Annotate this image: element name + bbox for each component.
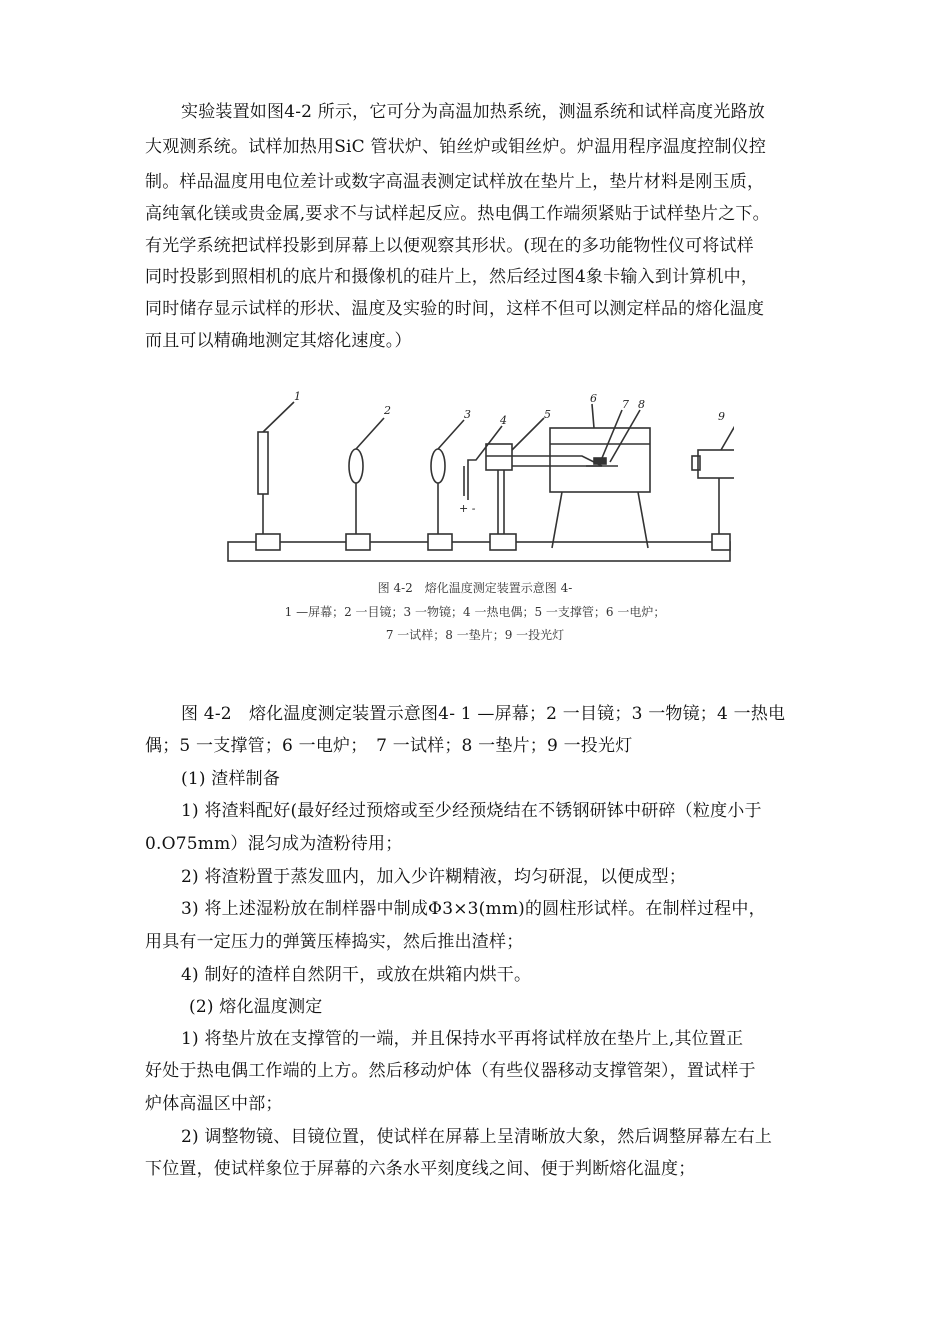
figure-legend-line-2: 7 一试样；8 一垫片；9 一投光灯 — [385, 628, 565, 642]
thermocouple-marks: + - — [459, 502, 476, 515]
body-line-2: 偶；5 一支撑管；6 一电炉； 7 一试样；8 一垫片；9 一投光灯 — [145, 736, 633, 756]
intro-line-8: 而且可以精确地测定其熔化速度。） — [145, 331, 412, 351]
fig-num-7: 7 — [622, 398, 629, 411]
intro-line-3: 制。样品温度用电位差计或数字高温表测定试样放在垫片上，垫片材料是刚玉质， — [145, 172, 765, 192]
base-rail — [228, 542, 730, 561]
fig-num-8: 8 — [638, 398, 645, 411]
fig-num-2: 2 — [384, 404, 391, 417]
thermocouple-shape — [468, 426, 502, 500]
body-line-14: 2) 调整物镜、目镜位置，使试样在屏幕上呈清晰放大象，然后调整屏幕左右上 — [181, 1127, 773, 1147]
body-line-6: 2) 将渣粉置于蒸发皿内，加入少许糊精液，均匀研混，以便成型； — [181, 867, 687, 887]
intro-line-5: 有光学系统把试样投影到屏幕上以便观察其形状。(现在的多功能物性仪可将试样 — [145, 236, 754, 256]
body-line-7: 3) 将上述湿粉放在制样器中制成Φ3×3(mm)的圆柱形试样。在制样过程中， — [181, 899, 766, 919]
intro-line-1: 实验装置如图4-2 所示，它可分为高温加热系统，测温系统和试样高度光路放 — [181, 102, 765, 122]
body-line-5: 0.O75mm）混匀成为渣粉待用； — [145, 834, 403, 854]
support-block — [486, 444, 512, 470]
body-line-11: 1) 将垫片放在支撑管的一端，并且保持水平再将试样放在垫片上,其位置正 — [181, 1029, 744, 1049]
screen-shape — [258, 432, 268, 494]
fig-num-3: 3 — [464, 408, 471, 421]
mount-block-9 — [712, 534, 730, 550]
intro-line-6: 同时投影到照相机的底片和摄像机的硅片上，然后经过图4象卡输入到计算机中， — [145, 267, 759, 287]
mount-block-1 — [256, 534, 280, 550]
figure-legend-line-1: 1 —屏幕；2 一目镜；3 一物镜；4 一热电偶；5 一支撑管；6 一电炉； — [284, 605, 666, 619]
body-line-4: 1) 将渣料配好(最好经过预熔或至少经预烧结在不锈钢研钵中研碎（粒度小于 — [181, 801, 762, 821]
fig-num-5: 5 — [544, 408, 551, 421]
body-line-13: 炉体高温区中部； — [145, 1094, 283, 1114]
mount-block-3 — [428, 534, 452, 550]
body-line-1: 图 4-2 熔化温度测定装置示意图4- 1 —屏幕；2 一目镜；3 一物镜；4 一热电 — [181, 704, 786, 724]
eyepiece-shape — [349, 449, 363, 483]
objective-shape — [431, 449, 445, 483]
fig-num-1: 1 — [294, 390, 301, 403]
body-line-9: 4) 制好的渣样自然阴干，或放在烘箱内烘干。 — [181, 965, 532, 985]
fig-num-6: 6 — [590, 392, 597, 405]
intro-line-7: 同时储存显示试样的形状、温度及实验的时间，这样不但可以测定样品的熔化温度 — [145, 299, 765, 319]
body-line-15: 下位置，使试样象位于屏幕的六条水平刻度线之间、便于判断熔化温度； — [145, 1159, 696, 1179]
sample-shape — [594, 458, 606, 464]
mount-block-2 — [346, 534, 370, 550]
section-heading-1: (1) 渣样制备 — [181, 769, 281, 789]
intro-line-4: 高纯氧化镁或贵金属,要求不与试样起反应。热电偶工作端须紧贴于试样垫片之下。 — [145, 204, 770, 224]
body-line-12: 好处于热电偶工作端的上方。然后移动炉体（有些仪器移动支撑管架），置试样于 — [145, 1061, 756, 1081]
figure-caption: 图 4-2 熔化温度测定装置示意图 4- — [377, 581, 573, 595]
apparatus-diagram — [222, 388, 734, 568]
support-tube — [486, 456, 602, 466]
intro-line-2: 大观测系统。试样加热用SiC 管状炉、铂丝炉或钼丝炉。炉温用程序温度控制仪控 — [145, 137, 767, 157]
mount-block-5 — [490, 534, 516, 550]
body-line-8: 用具有一定压力的弹簧压棒捣实，然后推出渣样； — [145, 932, 524, 952]
apparatus-figure — [222, 388, 734, 568]
lamp-shape — [698, 450, 734, 478]
fig-num-4: 4 — [500, 414, 507, 427]
fig-num-9: 9 — [718, 410, 725, 423]
section-heading-2: (2) 熔化温度测定 — [189, 997, 323, 1017]
